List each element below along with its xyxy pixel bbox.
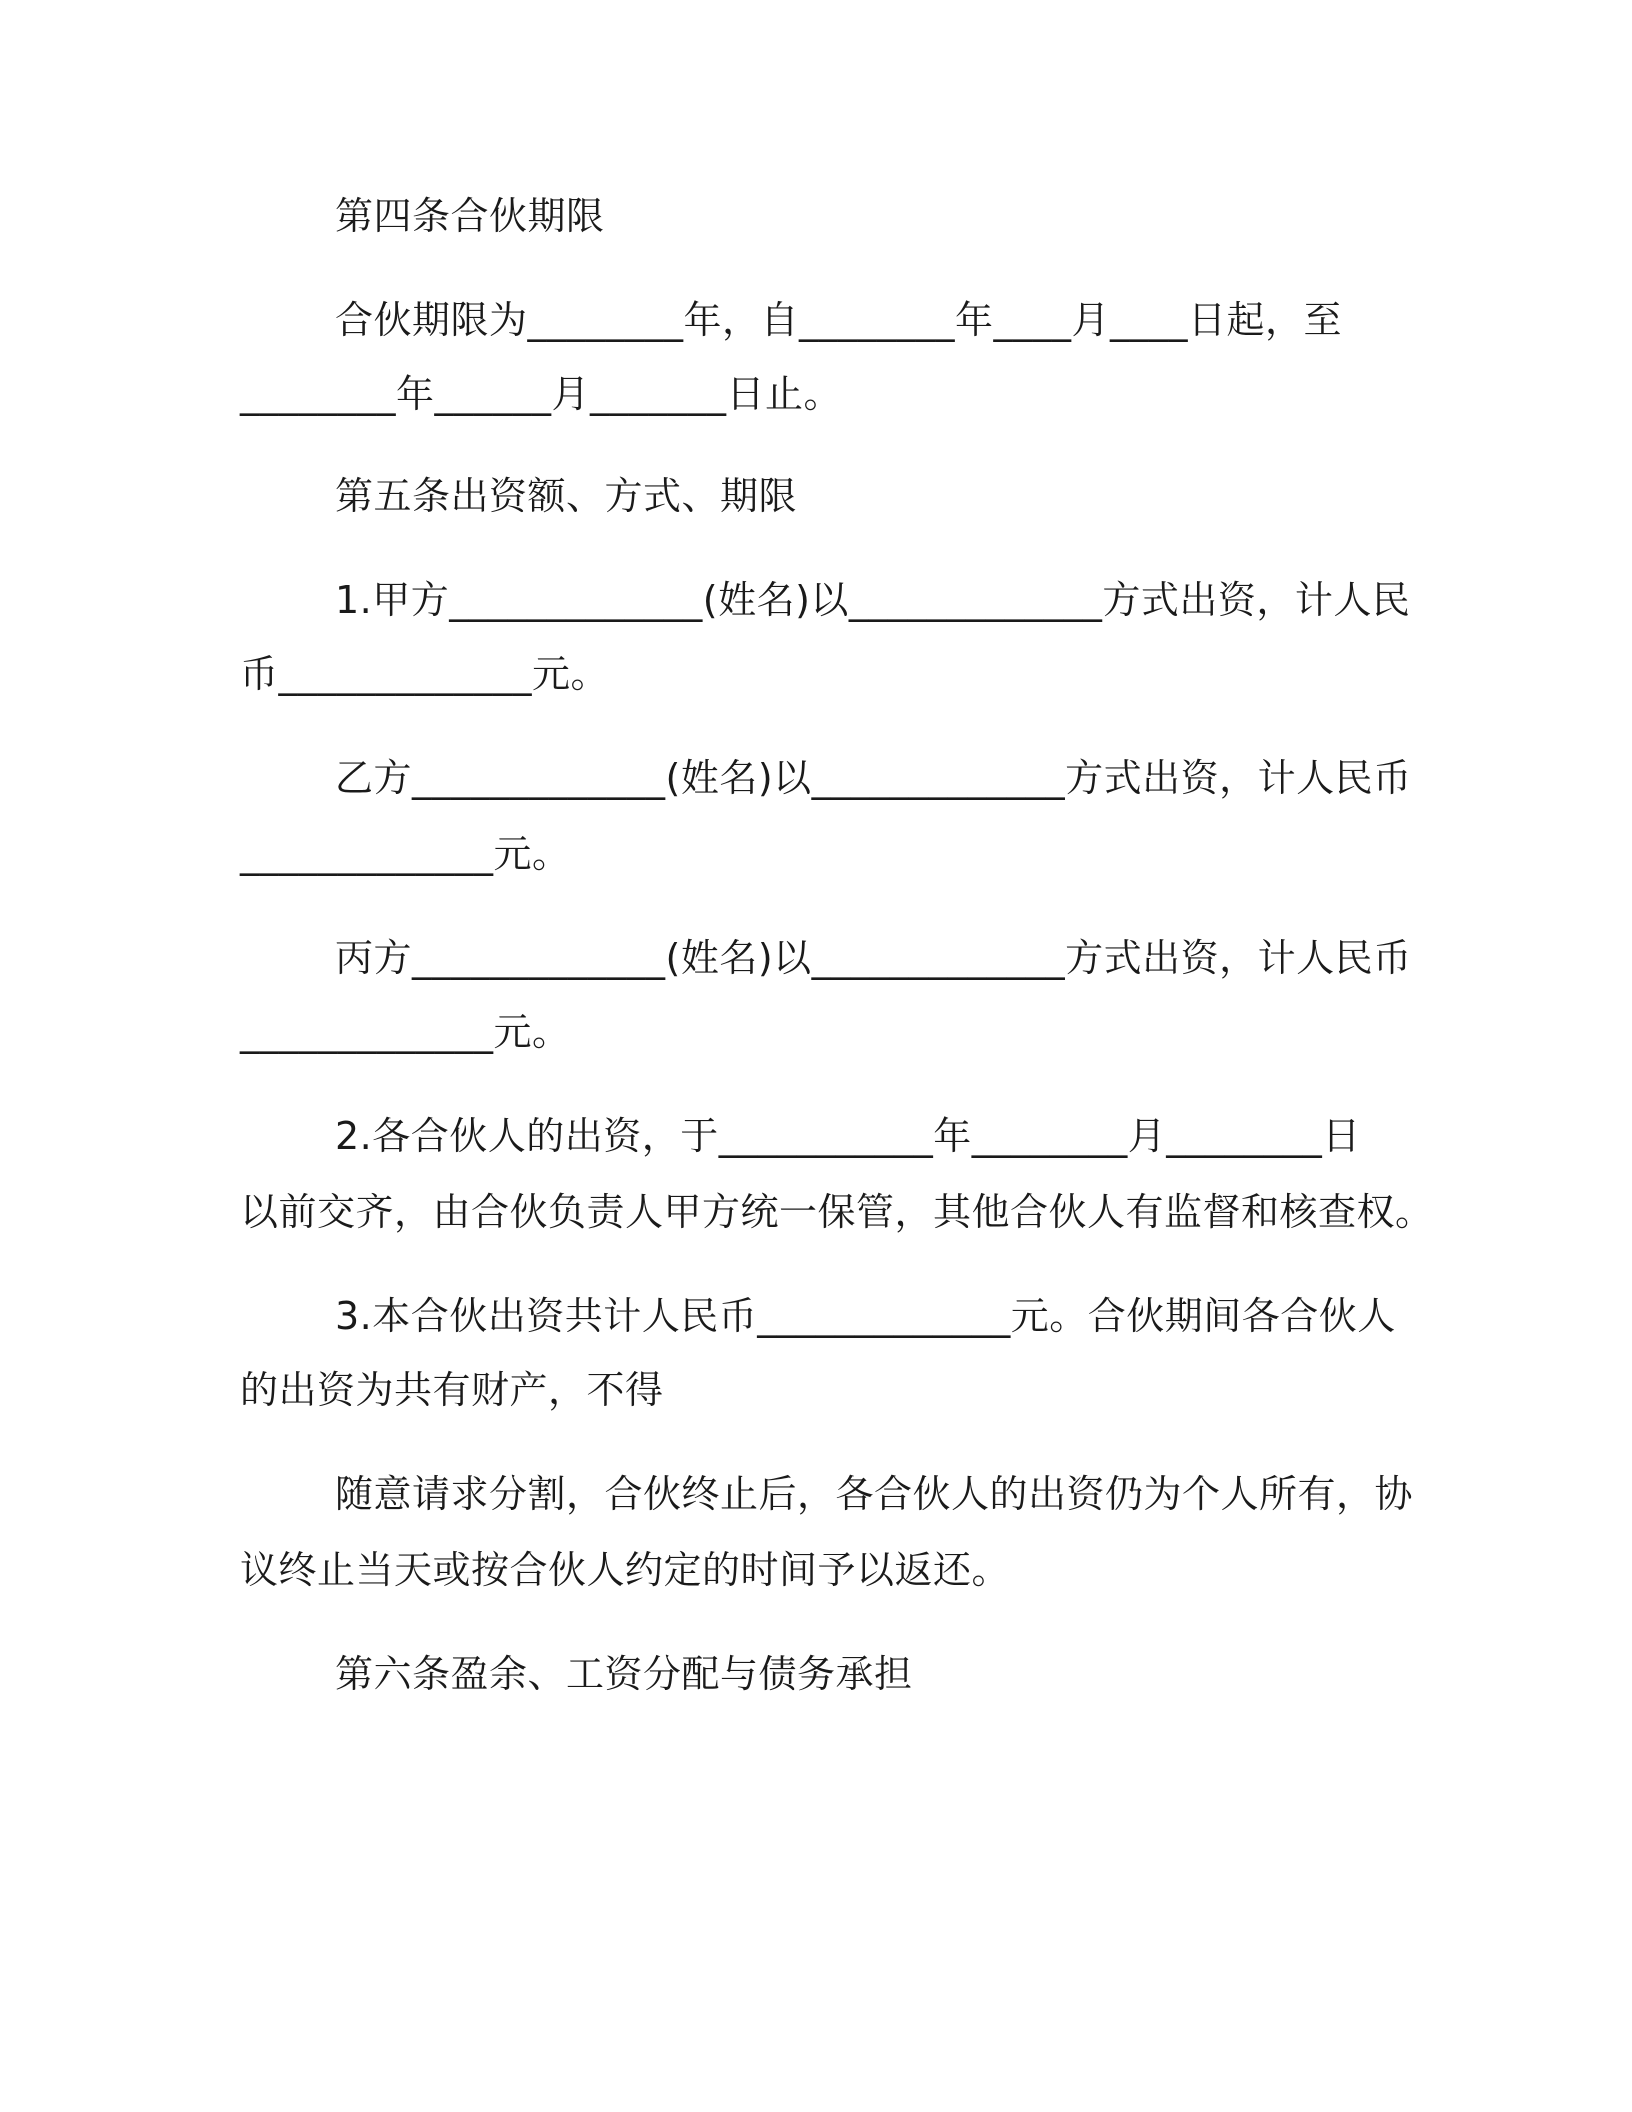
article-5-party-a-line-1: 1.甲方_____________(姓名)以_____________方式出资，计人民 [335,578,1411,622]
article-4-term-line-1: 合伙期限为________年，自________年____月____日起，至 [335,298,1343,342]
article-5-item-3-line-2: 的出资为共有财产，不得 [240,1368,664,1412]
article-4-term-line-2: ________年______月_______日止。 [240,372,843,416]
article-5-party-b-line-2: _____________元。 [240,832,571,876]
article-5-item-3-continued-line-2: 议终止当天或按合伙人约定的时间予以返还。 [240,1548,1011,1592]
article-5-item-2-line-2: 以前交齐，由合伙负责人甲方统一保管，其他合伙人有监督和核查权。 [240,1190,1434,1234]
article-5-party-c-line-1: 丙方_____________(姓名)以_____________方式出资，计人民币 [335,936,1412,980]
article-5-party-c-line-2: _____________元。 [240,1010,571,1054]
article-5-party-b-line-1: 乙方_____________(姓名)以_____________方式出资，计人民币 [335,756,1412,800]
article-5-party-a-line-2: 币_____________元。 [240,652,610,696]
article-4-heading: 第四条合伙期限 [335,194,605,238]
article-5-heading: 第五条出资额、方式、期限 [335,474,798,518]
article-5-item-3-line-1: 3.本合伙出资共计人民币_____________元。合伙期间各合伙人 [335,1294,1396,1338]
article-6-heading: 第六条盈余、工资分配与债务承担 [335,1652,913,1696]
article-5-item-2-line-1: 2.各合伙人的出资，于___________年________月________日 [335,1114,1361,1158]
article-5-item-3-continued-line-1: 随意请求分割，合伙终止后，各合伙人的出资仍为个人所有，协 [335,1472,1414,1516]
